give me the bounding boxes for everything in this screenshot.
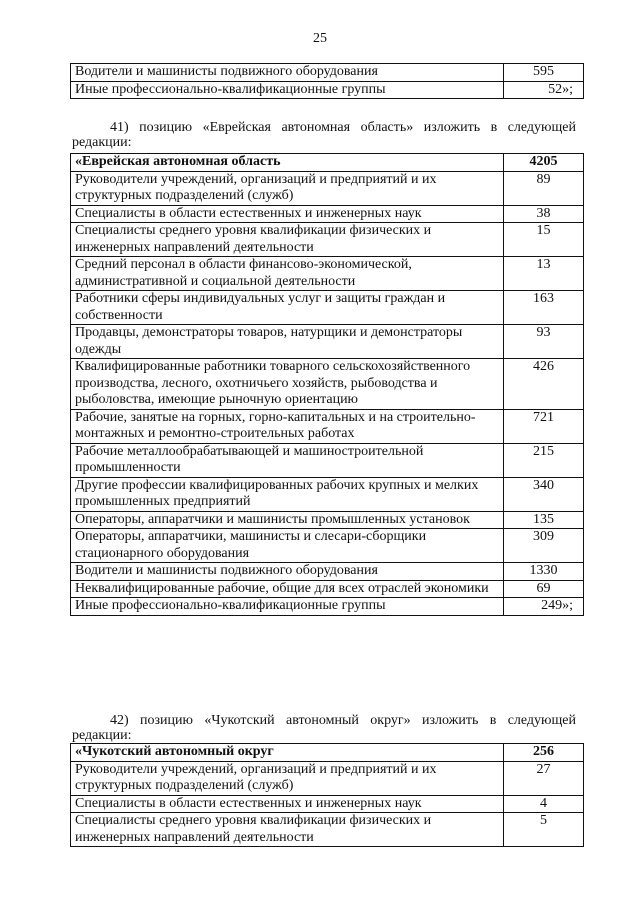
row-label: Неквалифицированные рабочие, общие для всех отраслей экономики: [71, 580, 504, 598]
row-label: Другие профессии квалифицированных рабочих крупных и мелких промышленных предприятий: [71, 477, 504, 511]
row-value: 426: [504, 359, 584, 410]
row-label: Рабочие металлообрабатывающей и машиностроительной промышленности: [71, 443, 504, 477]
table-row: [71, 511, 584, 529]
region-name: «Чукотский автономный округ: [71, 744, 504, 762]
table-row: [71, 359, 584, 410]
row-label: Операторы, аппаратчики и машинисты промышленных установок: [71, 511, 504, 529]
row-value: 1330: [504, 563, 584, 581]
table-row: [71, 795, 584, 813]
row-label: Рабочие, занятые на горных, горно-капитальных и на строительно-монтажных и ремонтно-строительных работах: [71, 409, 504, 443]
row-value: 340: [504, 477, 584, 511]
table-row: [71, 223, 584, 257]
table-row: [71, 325, 584, 359]
row-value: 69: [504, 580, 584, 598]
paragraph-41: [72, 120, 576, 135]
row-value: 249»;: [504, 598, 584, 616]
table-row: [71, 81, 584, 99]
row-label: Специалисты среднего уровня квалификации физических и инженерных направлений деятельности: [71, 223, 504, 257]
row-value: 215: [504, 443, 584, 477]
row-label: Специалисты в области естественных и инженерных наук: [71, 795, 504, 813]
row-label: Водители и машинисты подвижного оборудования: [71, 563, 504, 581]
row-value: 93: [504, 325, 584, 359]
row-value: 52»;: [504, 81, 584, 99]
row-value: 13: [504, 257, 584, 291]
table-row: [71, 580, 584, 598]
row-value: 15: [504, 223, 584, 257]
table-row: [71, 443, 584, 477]
row-value: 721: [504, 409, 584, 443]
row-value: 89: [504, 171, 584, 205]
region-total: 4205: [504, 154, 584, 172]
row-label: Специалисты в области естественных и инженерных наук: [71, 205, 504, 223]
table-header-row: [71, 744, 584, 762]
row-value: 27: [504, 761, 584, 795]
table-row: [71, 291, 584, 325]
table-chukotka-autonomous-okrug: [70, 743, 584, 847]
table-row: [71, 409, 584, 443]
row-label: Средний персонал в области финансово-экономической, административной и социальной деятельности: [71, 257, 504, 291]
table-row: [71, 598, 584, 616]
paragraph-42: [72, 713, 576, 728]
table-top-continuation: [70, 63, 584, 99]
row-value: 4: [504, 795, 584, 813]
row-label: Иные профессионально-квалификационные группы: [71, 81, 504, 99]
row-value: 595: [504, 64, 584, 82]
table-jewish-autonomous-region: [70, 153, 584, 616]
row-label: Руководители учреждений, организаций и предприятий и их структурных подразделений (служб): [71, 761, 504, 795]
row-label: Работники сферы индивидуальных услуг и защиты граждан и собственности: [71, 291, 504, 325]
row-label: Продавцы, демонстраторы товаров, натурщики и демонстраторы одежды: [71, 325, 504, 359]
table-row: [71, 563, 584, 581]
region-name: «Еврейская автономная область: [71, 154, 504, 172]
row-label: Квалифицированные работники товарного сельскохозяйственного производства, лесного, охотничьего хозяйств, рыбоводства и рыболовства, имеющие рыночную ориентацию: [71, 359, 504, 410]
region-total: 256: [504, 744, 584, 762]
table-row: [71, 813, 584, 847]
table-row: [71, 205, 584, 223]
row-label: Иные профессионально-квалификационные группы: [71, 598, 504, 616]
row-value: 163: [504, 291, 584, 325]
table-row: [71, 477, 584, 511]
paragraph-42-continuation: редакции:: [72, 728, 132, 743]
page-number: 25: [313, 31, 327, 46]
row-label: Руководители учреждений, организаций и предприятий и их структурных подразделений (служб): [71, 171, 504, 205]
row-value: 309: [504, 529, 584, 563]
row-value: 135: [504, 511, 584, 529]
row-label: Водители и машинисты подвижного оборудования: [71, 64, 504, 82]
paragraph-41-continuation: редакции:: [72, 135, 132, 150]
row-value: 5: [504, 813, 584, 847]
row-value: 38: [504, 205, 584, 223]
paragraph-41-text: 41) позицию «Еврейская автономная область» изложить в следующей: [110, 120, 576, 135]
table-row: [71, 529, 584, 563]
table-row: [71, 761, 584, 795]
paragraph-42-text: 42) позицию «Чукотский автономный округ» изложить в следующей: [110, 713, 576, 728]
row-label: Специалисты среднего уровня квалификации физических и инженерных направлений деятельности: [71, 813, 504, 847]
table-row: [71, 171, 584, 205]
row-label: Операторы, аппаратчики, машинисты и слесари-сборщики стационарного оборудования: [71, 529, 504, 563]
table-row: [71, 64, 584, 82]
table-header-row: [71, 154, 584, 172]
table-row: [71, 257, 584, 291]
